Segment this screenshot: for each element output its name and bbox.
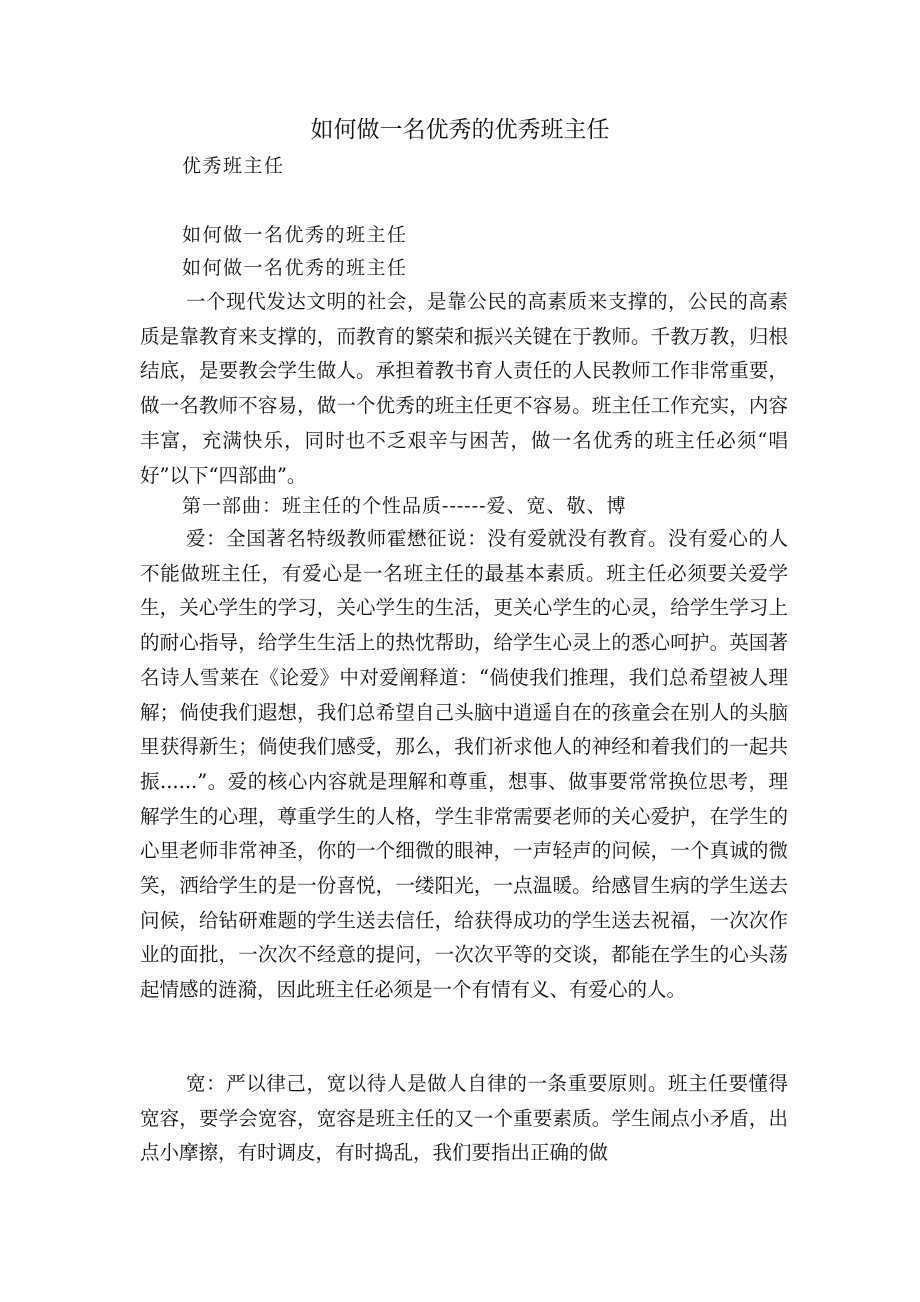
tolerance-paragraph: 宽：严以律己，宽以待人是做人自律的一条重要原则。班主任要懂得宽容，要学会宽容，宽容是班主任的又一个重要素质。学生闹点小矛盾，出点小摩擦，有时调皮，有时捣乱，我们要指出正确的做 bbox=[140, 1072, 788, 1165]
love-paragraph-block bbox=[140, 522, 788, 1008]
part-one-heading: 第一部曲：班主任的个性品质------爱、宽、敬、博 bbox=[182, 495, 627, 517]
document-title: 如何做一名优秀的优秀班主任 bbox=[310, 117, 610, 143]
tolerance-paragraph-block bbox=[140, 1067, 788, 1171]
intro-paragraph-block bbox=[140, 285, 788, 493]
section-heading-1: 如何做一名优秀的班主任 bbox=[182, 224, 408, 246]
section-heading-2: 如何做一名优秀的班主任 bbox=[182, 257, 408, 279]
love-paragraph: 爱：全国著名特级教师霍懋征说：没有爱就没有教育。没有爱心的人不能做班主任，有爱心是一名班主任的最基本素质。班主任必须要关爱学生，关心学生的学习，关心学生的生活，更关心学生的心灵，给学生学习上的耐心指导，给学生生活上的热忱帮助，给学生心灵上的悉心呵护。英国著名诗人雪莱在《论爱》中对爱阐释道：“倘使我们推理，我们总希望被人理解；倘使我们遐想，我们总希望自己头脑中逍遥自在的孩童会在别人的头脑里获得新生；倘使我们感受，那么，我们祈求他人的神经和着我们的一起共振......”。爱的核心内容就是理解和尊重，想事、做事要常常换位思考，理解学生的心理，尊重学生的人格，学生非常需要老师的关心爱护，在学生的心里老师非常神圣，你的一个细微的眼神，一声轻声的问候，一个真诚的微笑，洒给学生的是一份喜悦，一缕阳光，一点温暖。给感冒生病的学生送去问候，给钻研难题的学生送去信任，给获得成功的学生送去祝福，一次次作业的面批，一次次不经意的提问，一次次平等的交谈，都能在学生的心头荡起情感的涟漪，因此班主任必须是一个有情有义、有爱心的人。 bbox=[140, 527, 788, 1002]
document-subtitle: 优秀班主任 bbox=[182, 155, 285, 177]
intro-paragraph: 一个现代发达文明的社会，是靠公民的高素质来支撑的，公民的高素质是靠教育来支撑的，而教育的繁荣和振兴关键在于教师。千教万教，归根结底，是要教会学生做人。承担着教书育人责任的人民教师工作非常重要，做一名教师不容易，做一个优秀的班主任更不容易。班主任工作充实，内容丰富，充满快乐，同时也不乏艰辛与困苦，做一名优秀的班主任必须“唱好”以下“四部曲”。 bbox=[140, 290, 788, 487]
